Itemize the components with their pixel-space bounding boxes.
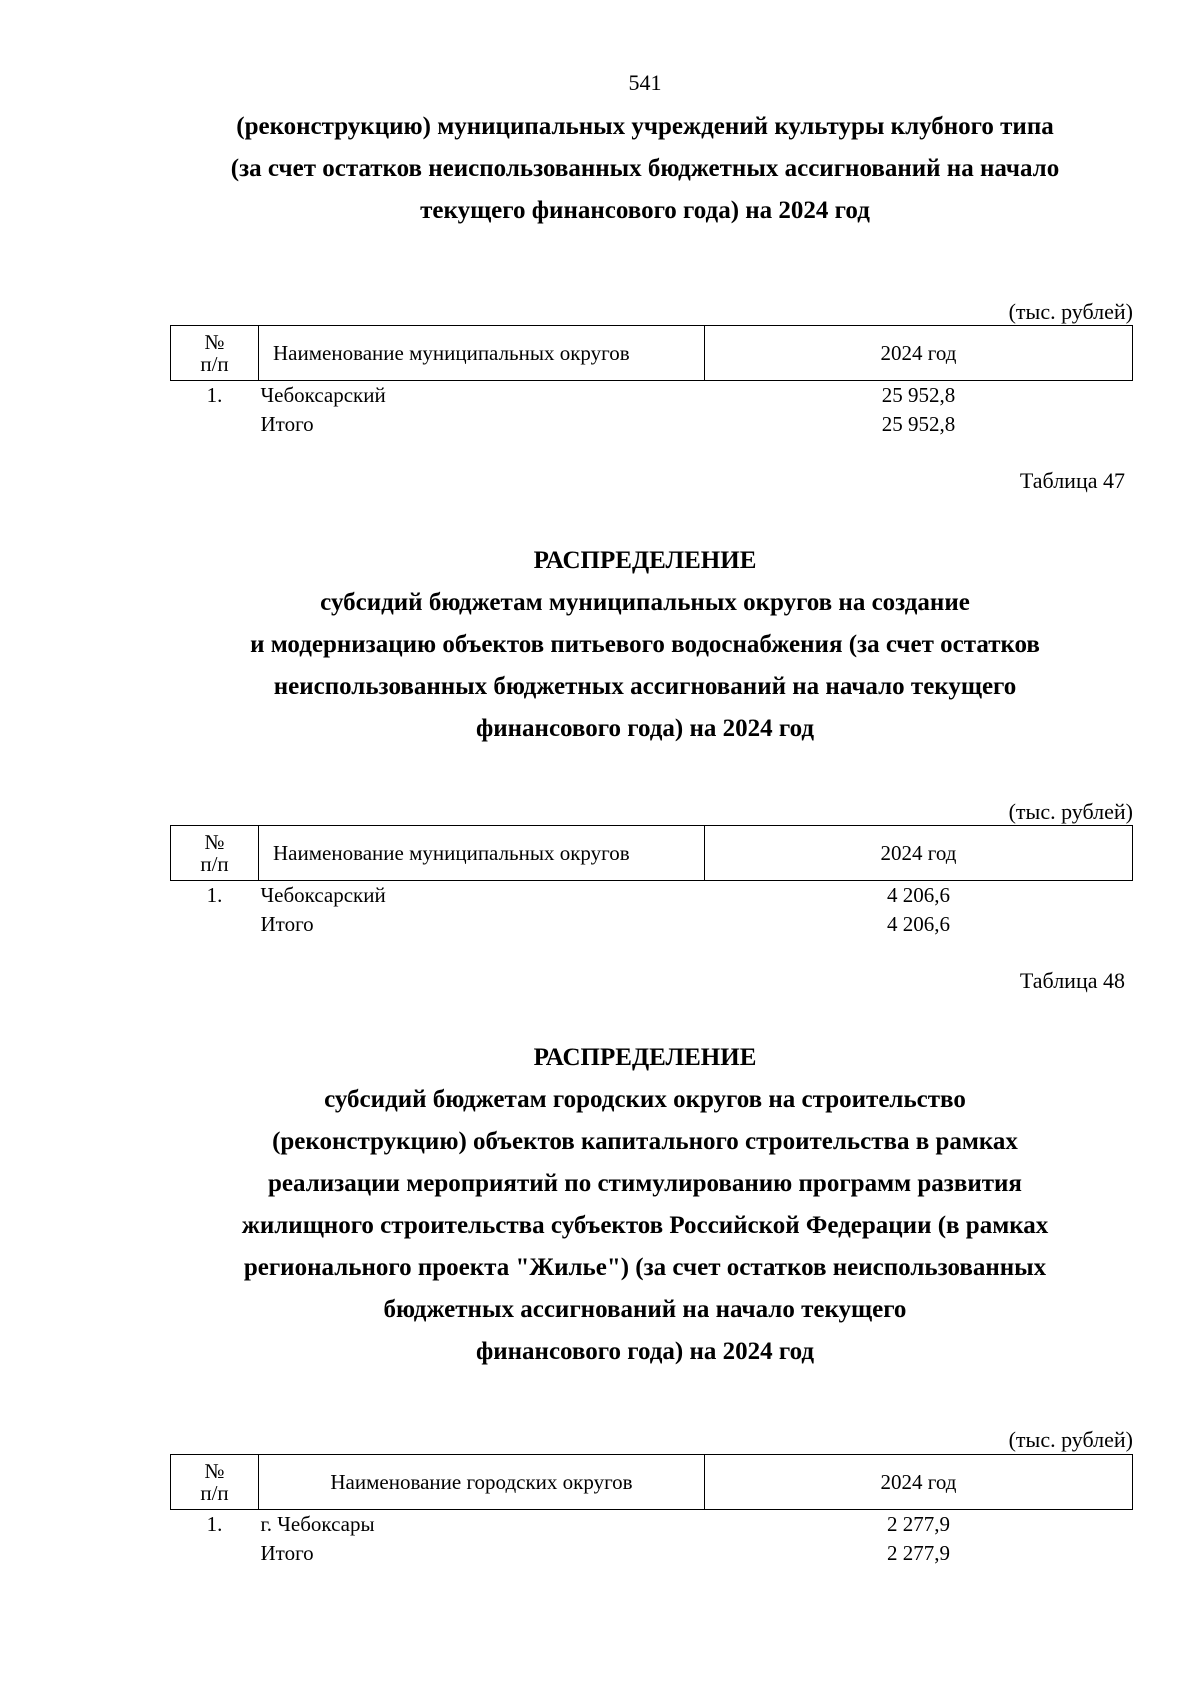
table-row [171,1510,1133,1540]
row-number: 1. [206,1512,223,1536]
section2-title-line: субсидий бюджетам муниципальных округов на создание [320,589,970,616]
row-number: 1. [206,883,223,907]
section1-table [170,325,1133,439]
section3-title-line: субсидий бюджетам городских округов на строительство [324,1086,966,1113]
row-name: Итого [260,1541,314,1565]
table-row [171,881,1133,911]
section2-title-line: и модернизацию объектов питьевого водоснабжения (за счет остатков [250,631,1040,658]
section3-title [160,1037,1130,1373]
table-total-row [171,1539,1133,1568]
column-header-year: 2024 год [705,1455,1133,1510]
section2-title-line: РАСПРЕДЕЛЕНИЕ [533,547,757,574]
section3-title-line: регионального проекта "Жилье") (за счет остатков неиспользованных [243,1254,1047,1281]
row-value: 25 952,8 [881,383,956,407]
row-value: 2 277,9 [887,1541,950,1565]
row-name: г. Чебоксары [260,1512,375,1536]
section3-title-line: (реконструкцию) объектов капитального строительства в рамках [272,1128,1018,1155]
section3-title-line: реализации мероприятий по стимулированию программ развития [268,1170,1022,1197]
table-48-label: Таблица 48 [1019,968,1125,993]
column-header-name: Наименование муниципальных округов [259,826,705,881]
section3-title-line: финансового года) на 2024 год [475,1338,815,1365]
section3-units: (тыс. рублей) [1008,1427,1133,1452]
row-name: Чебоксарский [260,383,386,407]
section1-title-line: текущего финансового года) на 2024 год [420,197,870,224]
row-value: 4 206,6 [887,883,950,907]
section1-title [160,106,1130,232]
section2-units: (тыс. рублей) [1008,799,1133,824]
column-header-year: 2024 год [705,326,1133,381]
row-name: Итого [260,912,314,936]
row-name: Итого [260,412,314,436]
section1-units: (тыс. рублей) [1008,299,1133,324]
section3-table [170,1454,1133,1568]
page-number: 541 [628,70,662,95]
row-number [171,410,259,439]
row-value: 25 952,8 [881,412,956,436]
column-header-number: № п/п [171,1455,259,1510]
section2-table [170,825,1133,939]
row-value: 4 206,6 [887,912,950,936]
row-value: 2 277,9 [887,1512,950,1536]
column-header-name: Наименование городских округов [259,1455,705,1510]
table-header-row [171,1455,1133,1510]
table-total-row [171,910,1133,939]
column-header-year: 2024 год [705,826,1133,881]
section2-title-line: неиспользованных бюджетных ассигнований на начало текущего [273,673,1017,700]
table-row [171,381,1133,411]
table-header-row [171,826,1133,881]
section2-title [160,540,1130,750]
section1-title-line: (реконструкцию) муниципальных учреждений культуры клубного типа [236,113,1054,140]
table-total-row [171,410,1133,439]
table-47-label: Таблица 47 [1019,468,1125,493]
column-header-name: Наименование муниципальных округов [259,326,705,381]
row-name: Чебоксарский [260,883,386,907]
row-number: 1. [206,383,223,407]
section3-title-line: РАСПРЕДЕЛЕНИЕ [533,1044,757,1071]
column-header-number: № п/п [171,326,259,381]
section2-title-line: финансового года) на 2024 год [475,715,815,742]
row-number [171,910,259,939]
section3-title-line: бюджетных ассигнований на начало текущего [383,1296,907,1323]
column-header-number: № п/п [171,826,259,881]
section1-title-line: (за счет остатков неиспользованных бюджетных ассигнований на начало [230,155,1060,182]
row-number [171,1539,259,1568]
table-header-row [171,326,1133,381]
section3-title-line: жилищного строительства субъектов Российской Федерации (в рамках [241,1212,1049,1239]
